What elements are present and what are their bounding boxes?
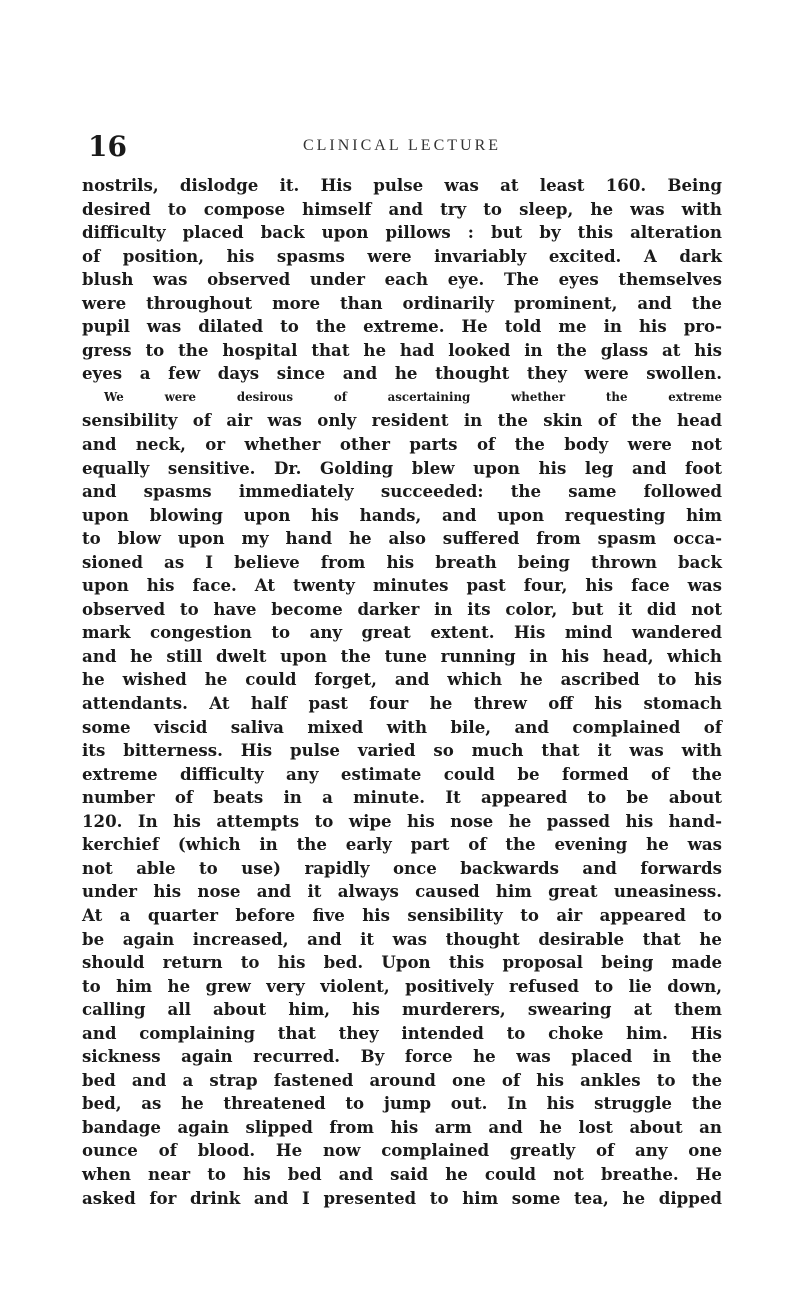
text-line: to him he grew very violent, positively refused to lie down, xyxy=(82,975,722,996)
text-line: kerchief (which in the early part of the evening he was xyxy=(82,834,722,855)
text-line: be again increased, and it was thought desirable that he xyxy=(82,928,722,949)
text-line: eyes a few days since and he thought they were swollen. xyxy=(82,363,722,384)
text-line: bed, as he threatened to jump out. In his struggle the xyxy=(82,1093,722,1114)
text-line: upon his face. At twenty minutes past four, his face was xyxy=(82,575,722,596)
text-line: bed and a strap fastened around one of his ankles to the xyxy=(82,1069,722,1090)
text-line: to blow upon my hand he also suffered from spasm occa- xyxy=(82,528,722,549)
text-line: 120. In his attempts to wipe his nose he passed his hand- xyxy=(82,810,722,831)
text-line: when near to his bed and said he could not breathe. He xyxy=(82,1163,722,1184)
text-line: sickness again recurred. By force he was placed in the xyxy=(82,1046,722,1067)
text-line: of position, his spasms were invariably excited. A dark xyxy=(82,245,722,266)
running-head: CLINICAL LECTURE xyxy=(302,137,502,154)
text-line: not able to use) rapidly once backwards and forwards xyxy=(82,857,722,878)
text-line: he wished he could forget, and which he ascribed to his xyxy=(82,669,722,690)
text-line: and neck, or whether other parts of the body were not xyxy=(82,434,722,455)
text-line: were throughout more than ordinarily prominent, and the xyxy=(82,292,722,313)
text-line: difficulty placed back upon pillows : but by this alteration xyxy=(82,222,722,243)
text-line: sensibility of air was only resident in the skin of the head xyxy=(82,410,722,431)
text-line: its bitterness. His pulse varied so much that it was with xyxy=(82,740,722,761)
text-line: mark congestion to any great extent. His mind wandered xyxy=(82,622,722,643)
text-line: upon blowing upon his hands, and upon requesting him xyxy=(82,504,722,525)
text-line: At a quarter before five his sensibility to air appeared to xyxy=(82,904,722,925)
page-number: 16 xyxy=(88,130,127,163)
text-line: observed to have become darker in its color, but it did not xyxy=(82,598,722,619)
text-line: and spasms immediately succeeded: the same followed xyxy=(82,481,722,502)
text-line: number of beats in a minute. It appeared to be about xyxy=(82,787,722,808)
text-line: We were desirous of ascertaining whether the extreme xyxy=(104,389,722,404)
text-line: equally sensitive. Dr. Golding blew upon his leg and foot xyxy=(82,457,722,478)
text-line: gress to the hospital that he had looked in the glass at his xyxy=(82,339,722,360)
text-line: blush was observed under each eye. The eyes themselves xyxy=(82,269,722,290)
text-line: nostrils, dislodge it. His pulse was at least 160. Being xyxy=(82,175,722,195)
text-line: bandage again slipped from his arm and he lost about an xyxy=(82,1116,722,1137)
text-line: and he still dwelt upon the tune running in his head, which xyxy=(82,645,722,666)
body-text xyxy=(82,174,722,1210)
text-line: pupil was dilated to the extreme. He told me in his pro- xyxy=(82,316,722,337)
text-line: attendants. At half past four he threw off his stomach xyxy=(82,693,722,714)
page-header xyxy=(82,124,722,164)
text-line: desired to compose himself and try to sleep, he was with xyxy=(82,198,722,219)
text-line: ounce of blood. He now complained greatly of any one xyxy=(82,1140,722,1161)
text-line: sioned as I believe from his breath being thrown back xyxy=(82,551,722,572)
text-line: extreme difficulty any estimate could be formed of the xyxy=(82,763,722,784)
text-line: some viscid saliva mixed with bile, and complained of xyxy=(82,716,722,737)
text-line: should return to his bed. Upon this proposal being made xyxy=(82,952,722,973)
text-line: asked for drink and I presented to him some tea, he dipped xyxy=(82,1187,722,1208)
text-line: calling all about him, his murderers, swearing at them xyxy=(82,999,722,1020)
text-line: and complaining that they intended to choke him. His xyxy=(82,1022,722,1043)
text-line: under his nose and it always caused him great uneasiness. xyxy=(82,881,722,902)
